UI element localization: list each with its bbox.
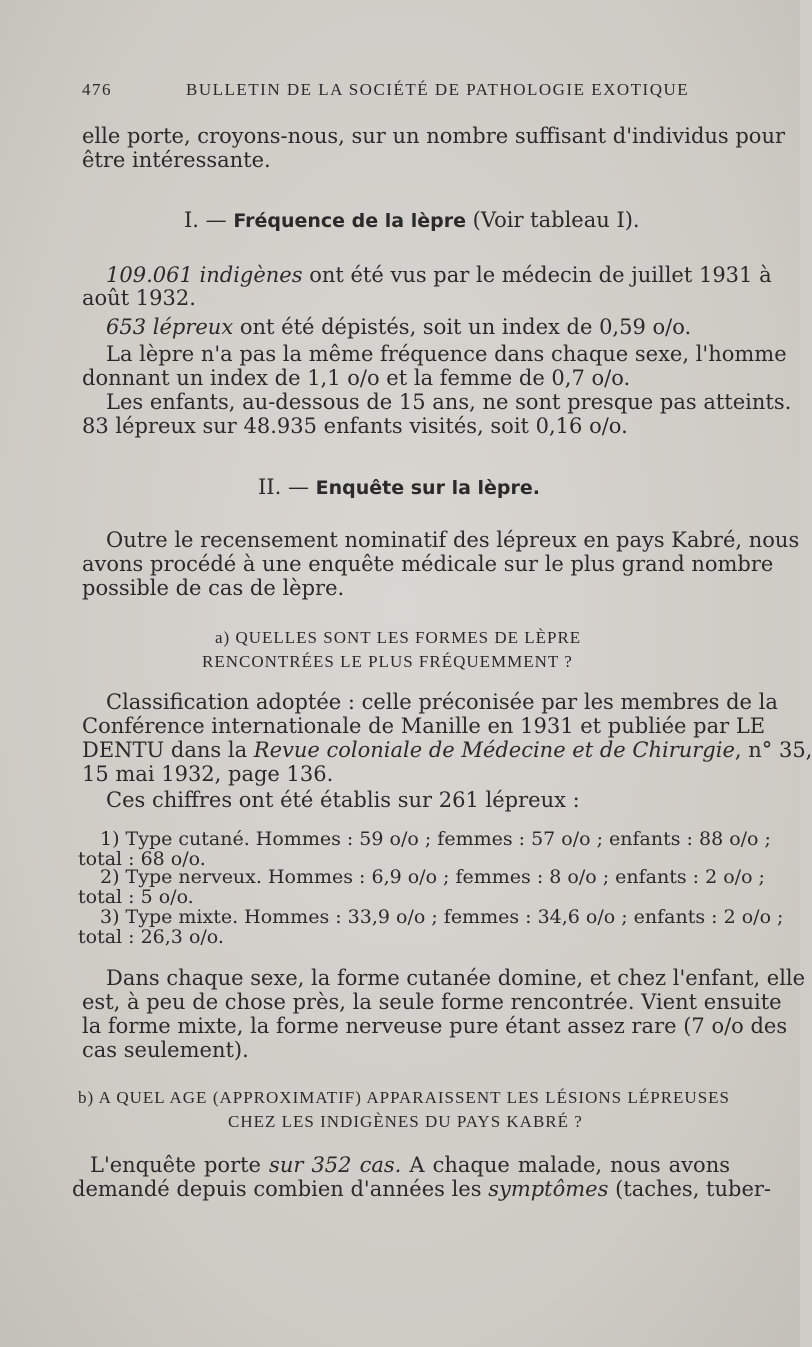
subsection-a-p1-line-4: 15 mai 1932, page 136. bbox=[82, 762, 334, 786]
subsection-b-p1-line-1: L'enquête porte sur 352 cas. A chaque malade, nous avons bbox=[90, 1153, 730, 1177]
subsection-b-p1-line-2: demandé depuis combien d'années les symptômes (taches, tuber- bbox=[72, 1177, 772, 1201]
section-2-title: Enquête sur la lèpre. bbox=[315, 477, 540, 499]
subsection-a-p3-line-2: est, à peu de chose près, la seule forme rencontrée. Vient ensuite bbox=[82, 990, 782, 1014]
subsection-a-heading-line-2: RENCONTRÉES LE PLUS FRÉQUEMMENT ? bbox=[202, 652, 573, 671]
subsection-a-p1-line-1: Classification adoptée : celle préconisée par les membres de la bbox=[106, 690, 778, 714]
page-number: 476 bbox=[82, 80, 112, 99]
intro-line-1: elle porte, croyons-nous, sur un nombre suffisant d'individus pour bbox=[82, 124, 786, 148]
subsection-a-p3-line-4: cas seulement). bbox=[82, 1038, 249, 1062]
subsection-a-p2: Ces chiffres ont été établis sur 261 lépreux : bbox=[106, 788, 580, 812]
list-item-1-line-2: total : 68 o/o. bbox=[78, 848, 206, 870]
section-1-p3-line-1: La lèpre n'a pas la même fréquence dans chaque sexe, l'homme bbox=[106, 342, 787, 366]
subsection-a-p1-line-3: DENTU dans la Revue coloniale de Médecine et de Chirurgie, n° 35, bbox=[82, 738, 812, 762]
subsection-a-heading-line-1: a) QUELLES SONT LES FORMES DE LÈPRE bbox=[215, 628, 582, 647]
list-item-1-line-1: 1) Type cutané. Hommes : 59 o/o ; femmes : 57 o/o ; enfants : 88 o/o ; bbox=[100, 828, 771, 850]
subsection-b-heading-line-1: b) A QUEL AGE (APPROXIMATIF) APPARAISSENT LES LÉSIONS LÉPREUSES bbox=[78, 1088, 730, 1107]
section-1-number: I. — bbox=[184, 208, 227, 232]
section-1-p1-line-2: août 1932. bbox=[82, 286, 196, 310]
section-2-p1-line-1: Outre le recensement nominatif des lépreux en pays Kabré, nous bbox=[106, 528, 800, 552]
section-1-p4-line-1: Les enfants, au-dessous de 15 ans, ne sont presque pas atteints. bbox=[106, 390, 792, 414]
section-1-p3-line-2: donnant un index de 1,1 o/o et la femme de 0,7 o/o. bbox=[82, 366, 631, 390]
section-1-p2: 653 lépreux ont été dépistés, soit un index de 0,59 o/o. bbox=[106, 315, 692, 339]
list-item-3-line-2: total : 26,3 o/o. bbox=[78, 926, 224, 948]
section-1-ref: (Voir tableau I). bbox=[472, 208, 640, 232]
section-1-title: Fréquence de la lèpre bbox=[233, 210, 466, 232]
section-1-heading bbox=[184, 208, 640, 232]
subsection-b-heading-line-2: CHEZ LES INDIGÈNES DU PAYS KABRÉ ? bbox=[228, 1112, 583, 1131]
section-2-number: II. — bbox=[258, 475, 309, 499]
section-1-p4-line-2: 83 lépreux sur 48.935 enfants visités, soit 0,16 o/o. bbox=[82, 414, 628, 438]
list-item-2-line-2: total : 5 o/o. bbox=[78, 886, 194, 908]
intro-line-2: être intéressante. bbox=[82, 148, 271, 172]
section-2-heading bbox=[258, 475, 540, 499]
section-2-p1-line-2: avons procédé à une enquête médicale sur le plus grand nombre bbox=[82, 552, 774, 576]
subsection-a-p1-line-2: Conférence internationale de Manille en 1931 et publiée par LE bbox=[82, 714, 766, 738]
subsection-a-p3-line-1: Dans chaque sexe, la forme cutanée domine, et chez l'enfant, elle bbox=[106, 966, 806, 990]
section-2-p1-line-3: possible de cas de lèpre. bbox=[82, 576, 345, 600]
list-item-3-line-1: 3) Type mixte. Hommes : 33,9 o/o ; femmes : 34,6 o/o ; enfants : 2 o/o ; bbox=[100, 906, 784, 928]
list-item-2-line-1: 2) Type nerveux. Hommes : 6,9 o/o ; femmes : 8 o/o ; enfants : 2 o/o ; bbox=[100, 866, 765, 888]
section-1-p1-line-1: 109.061 indigènes ont été vus par le médecin de juillet 1931 à bbox=[106, 263, 772, 287]
running-title: BULLETIN DE LA SOCIÉTÉ DE PATHOLOGIE EXOTIQUE bbox=[186, 80, 690, 99]
subsection-a-p3-line-3: la forme mixte, la forme nerveuse pure étant assez rare (7 o/o des bbox=[82, 1014, 788, 1038]
